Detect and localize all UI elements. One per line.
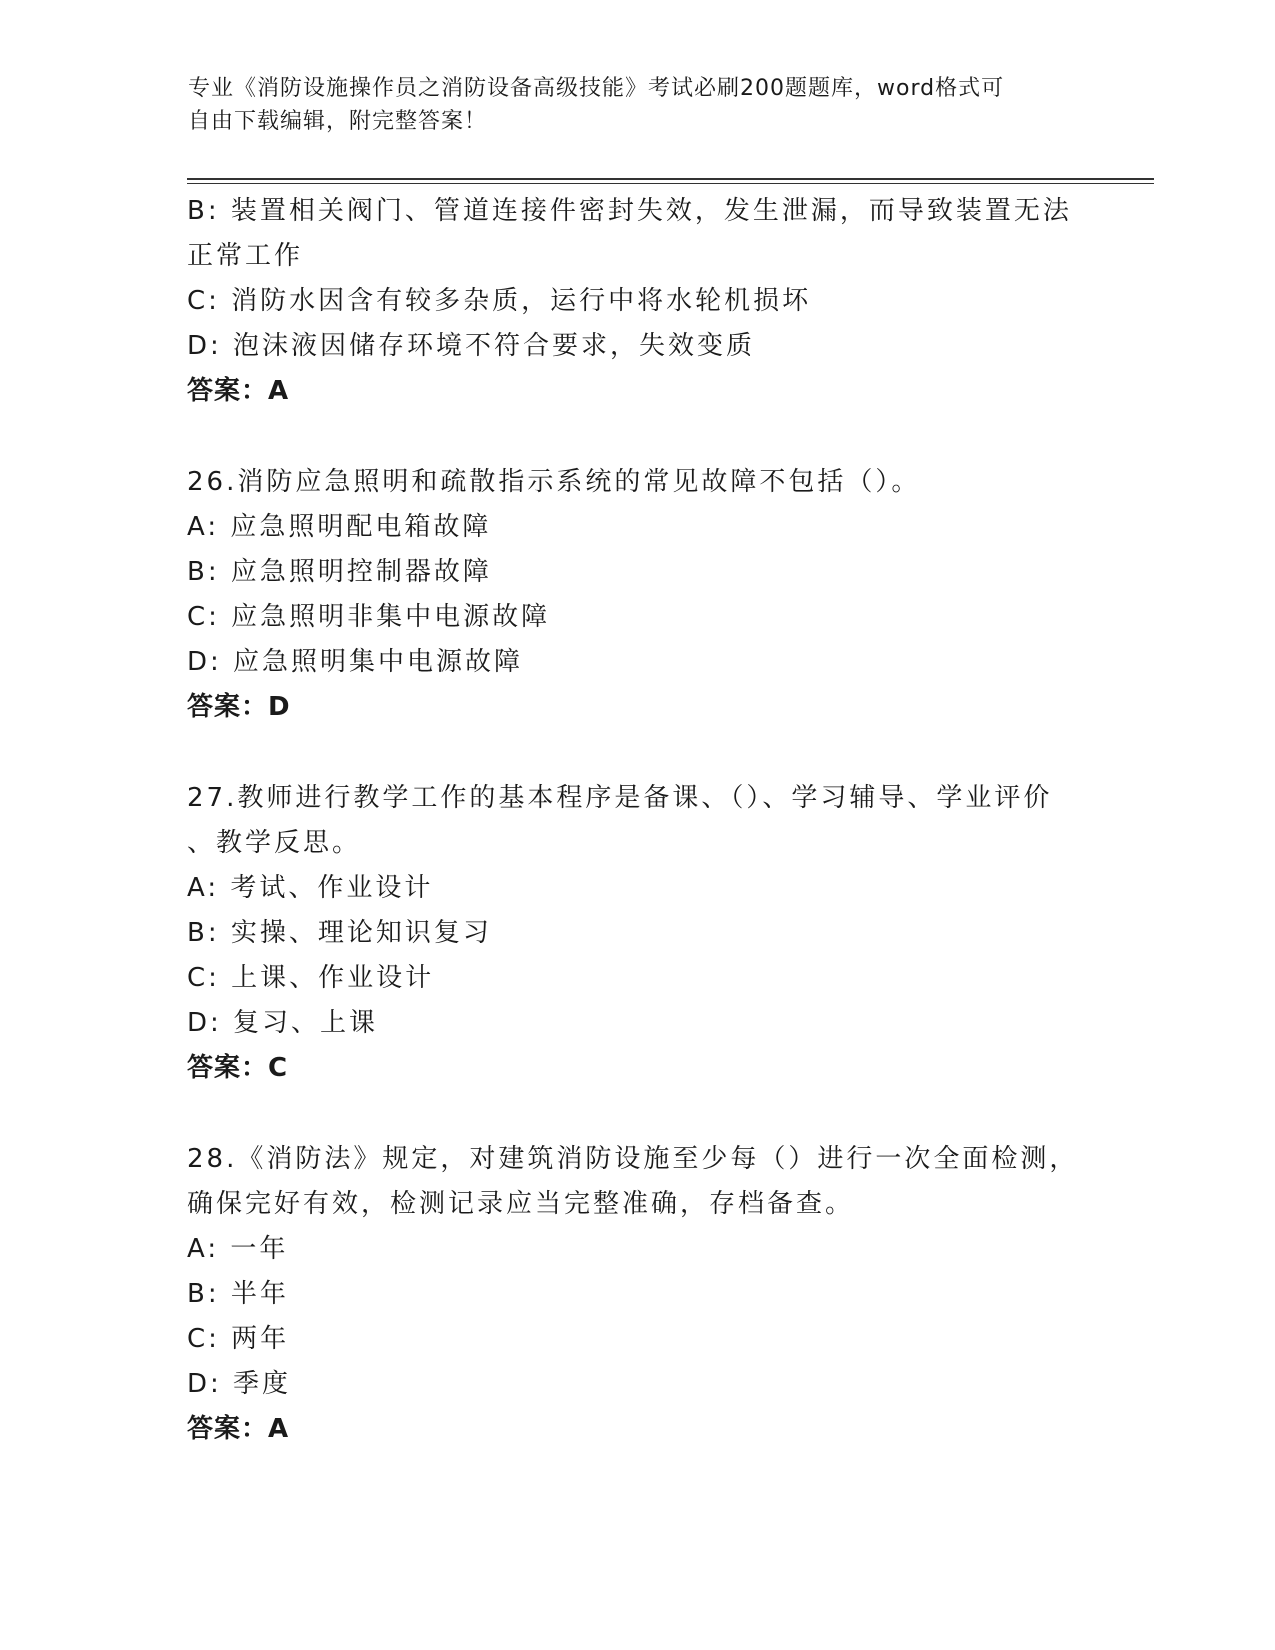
option-c: C: 上课、作业设计: [187, 963, 435, 993]
option-c: C: 消防水因含有较多杂质，运行中将水轮机损坏: [187, 286, 812, 316]
page-header: [188, 72, 1088, 138]
question-28: [187, 1137, 1087, 1452]
answer-line: 答案：A: [187, 376, 290, 406]
option-d: D: 复习、上课: [187, 1008, 379, 1038]
document-body: [187, 189, 1087, 1452]
option-b-line-1: B: 装置相关阀门、管道连接件密封失效，发生泄漏，而导致装置无法: [187, 196, 1072, 226]
question-stem-line-1: 28.《消防法》规定，对建筑消防设施至少每（）进行一次全面检测，: [187, 1144, 1079, 1174]
question-stem: 26.消防应急照明和疏散指示系统的常见故障不包括（）。: [187, 467, 921, 497]
option-a: A: 考试、作业设计: [187, 873, 434, 903]
question-26: [187, 460, 1087, 730]
question-27: [187, 776, 1087, 1091]
option-d: D: 应急照明集中电源故障: [187, 647, 524, 677]
answer-line: 答案：A: [187, 1414, 290, 1444]
answer-line: 答案：C: [187, 1053, 289, 1083]
option-b-line-2: 正常工作: [187, 241, 304, 271]
option-a: A: 应急照明配电箱故障: [187, 512, 492, 542]
previous-question-continuation: [187, 189, 1087, 414]
option-b: B: 实操、理论知识复习: [187, 918, 492, 948]
option-b: B: 半年: [187, 1279, 289, 1309]
header-divider: [187, 178, 1154, 184]
header-line-1: 专业《消防设施操作员之消防设备高级技能》考试必刷200题题库，word格式可: [188, 76, 1005, 101]
answer-line: 答案：D: [187, 692, 291, 722]
option-d: D: 泡沫液因储存环境不符合要求，失效变质: [187, 331, 756, 361]
option-c: C: 两年: [187, 1324, 290, 1354]
question-stem-line-1: 27.教师进行教学工作的基本程序是备课、（）、学习辅导、学业评价: [187, 783, 1053, 813]
option-c: C: 应急照明非集中电源故障: [187, 602, 551, 632]
question-stem-line-2: 、教学反思。: [187, 828, 362, 858]
option-b: B: 应急照明控制器故障: [187, 557, 492, 587]
option-a: A: 一年: [187, 1234, 289, 1264]
option-d: D: 季度: [187, 1369, 292, 1399]
header-line-2: 自由下载编辑，附完整答案！: [188, 109, 488, 134]
question-stem-line-2: 确保完好有效，检测记录应当完整准确，存档备查。: [187, 1189, 855, 1219]
